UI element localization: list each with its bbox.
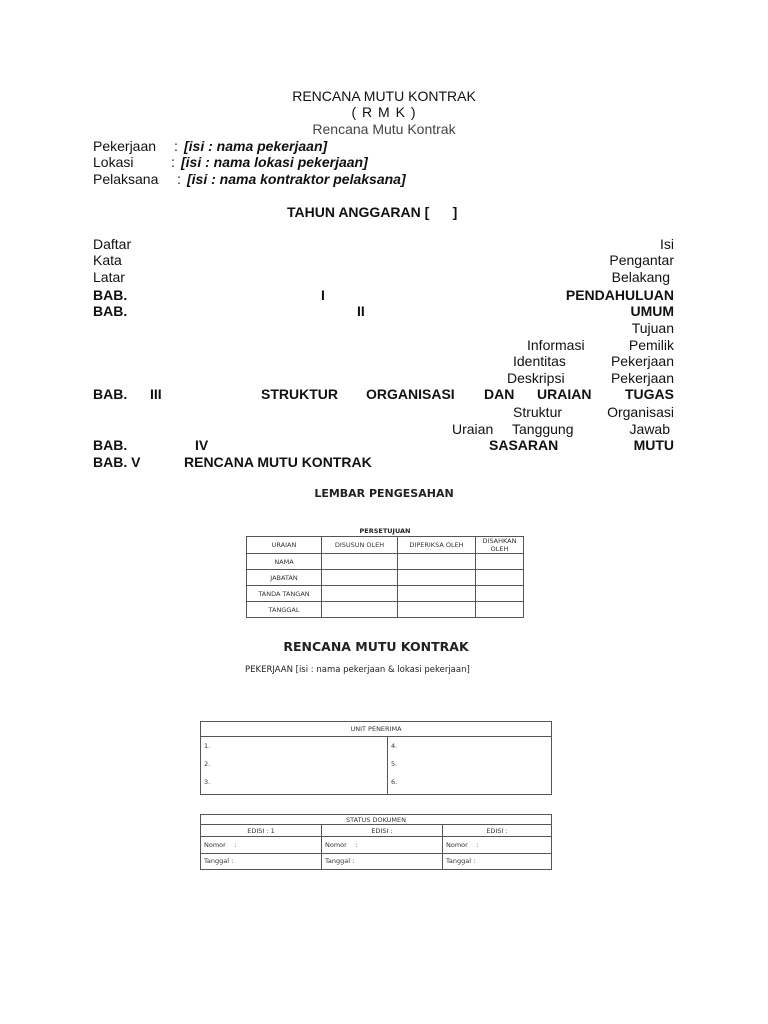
table-header-cell: URAIAN [247, 537, 322, 554]
rmk-heading: RENCANA MUTU KONTRAK [283, 639, 469, 654]
toc-bab1-number: I [321, 287, 325, 303]
toc-bab4-label: BAB. [93, 437, 128, 453]
document-subtitle: Rencana Mutu Kontrak [312, 121, 456, 137]
status-cell: Nomor : [201, 837, 322, 853]
status-cell: Tanggal : [201, 853, 322, 869]
status-dokumen-table [200, 814, 552, 870]
document-abbreviation: ( R M K ) [351, 104, 417, 120]
pengesahan-heading: LEMBAR PENGESAHAN [314, 487, 454, 500]
toc-bab5-label: BAB. V [93, 454, 141, 470]
toc-bab3-word-dan: DAN [484, 386, 515, 402]
unit-penerima-title: UNIT PENERIMA [201, 722, 552, 737]
toc-bab3-word-struktur: STRUKTUR [261, 386, 338, 402]
toc-daftar-word: Daftar [93, 236, 132, 252]
toc-pengantar-word: Pengantar [609, 252, 674, 268]
toc-identitas-word: Identitas [513, 353, 566, 369]
toc-kata-word: Kata [93, 252, 122, 268]
toc-bab5-title: RENCANA MUTU KONTRAK [184, 454, 372, 470]
field-label-lokasi: Lokasi [93, 154, 134, 170]
toc-belakang-word: Belakang [611, 269, 670, 285]
status-dokumen-title: STATUS DOKUMEN [201, 815, 552, 825]
toc-pekerjaan-word: Pekerjaan [610, 353, 674, 369]
unit-slot: 5. [391, 760, 398, 768]
field-value-lokasi: [isi : nama lokasi pekerjaan] [181, 154, 368, 170]
toc-bab3-word-tugas: TUGAS [625, 386, 674, 402]
status-header-cell: EDISI : [443, 825, 552, 837]
document-title: RENCANA MUTU KONTRAK [292, 88, 476, 104]
toc-isi-word: Isi [660, 236, 674, 252]
toc-bab4-word-sasaran: SASARAN [489, 437, 559, 453]
toc-bab2-label: BAB. [93, 303, 128, 319]
toc-bab1-label: BAB. [93, 287, 128, 303]
unit-penerima-table [200, 721, 552, 795]
table-row-label: JABATAN [247, 570, 322, 586]
status-header-cell: EDISI : 1 [201, 825, 322, 837]
toc-bab3-number: III [150, 386, 162, 402]
persetujuan-table [246, 536, 524, 618]
table-row-label: TANGGAL [247, 602, 322, 618]
toc-bab3-word-uraian: URAIAN [537, 386, 592, 402]
toc-tujuan: Tujuan [631, 320, 674, 336]
toc-organisasi-word: Organisasi [607, 404, 674, 420]
status-cell: Tanggal : [443, 853, 552, 869]
toc-bab2-title: UMUM [630, 303, 674, 319]
field-sep: : [177, 171, 181, 187]
table-row-label: TANDA TANGAN [247, 586, 322, 602]
table-header-cell: DIPERIKSA OLEH [398, 537, 476, 554]
field-value-pekerjaan: [isi : nama pekerjaan] [184, 138, 328, 154]
toc-bab4-number: IV [195, 437, 209, 453]
table-header-cell: DISAHKAN OLEH [476, 537, 524, 554]
unit-slot: 2. [204, 760, 211, 768]
field-label-pelaksana: Pelaksana [93, 171, 159, 187]
field-sep: : [174, 138, 178, 154]
field-sep: : [171, 154, 175, 170]
toc-bab2-number: II [357, 303, 365, 319]
toc-bab3-word-organisasi: ORGANISASI [366, 386, 455, 402]
toc-bab4-word-mutu: MUTU [633, 437, 674, 453]
toc-struktur-word: Struktur [513, 404, 563, 420]
table-header-cell: DISUSUN OLEH [322, 537, 398, 554]
status-cell: Nomor : [322, 837, 443, 853]
toc-tanggung-word: Tanggung [512, 421, 574, 437]
field-label-pekerjaan: Pekerjaan [93, 138, 157, 154]
fiscal-year: TAHUN ANGGARAN [ ] [287, 204, 458, 220]
status-header-cell: EDISI : [322, 825, 443, 837]
toc-latar-word: Latar [93, 269, 125, 285]
toc-bab3-label: BAB. [93, 386, 128, 402]
unit-slot: 6. [391, 778, 398, 786]
rmk-pekerjaan: PEKERJAAN [isi : nama pekerjaan & lokasi pekerjaan] [245, 665, 470, 675]
toc-bab1-title: PENDAHULUAN [565, 287, 674, 303]
persetujuan-title: PERSETUJUAN [359, 527, 411, 535]
unit-slot: 1. [204, 742, 211, 750]
toc-jawab-word: Jawab [629, 421, 670, 437]
unit-slot: 3. [204, 778, 211, 786]
toc-pemilik-word: Pemilik [628, 337, 674, 353]
table-row-label: NAMA [247, 554, 322, 570]
field-value-pelaksana: [isi : nama kontraktor pelaksana] [187, 171, 406, 187]
unit-slot: 4. [391, 742, 398, 750]
status-cell: Nomor : [443, 837, 552, 853]
toc-uraian-word: Uraian [452, 421, 494, 437]
toc-informasi-word: Informasi [527, 337, 585, 353]
toc-deskripsi-word: Deskripsi [507, 370, 565, 386]
toc-pekerjaan2-word: Pekerjaan [610, 370, 674, 386]
status-cell: Tanggal : [322, 853, 443, 869]
